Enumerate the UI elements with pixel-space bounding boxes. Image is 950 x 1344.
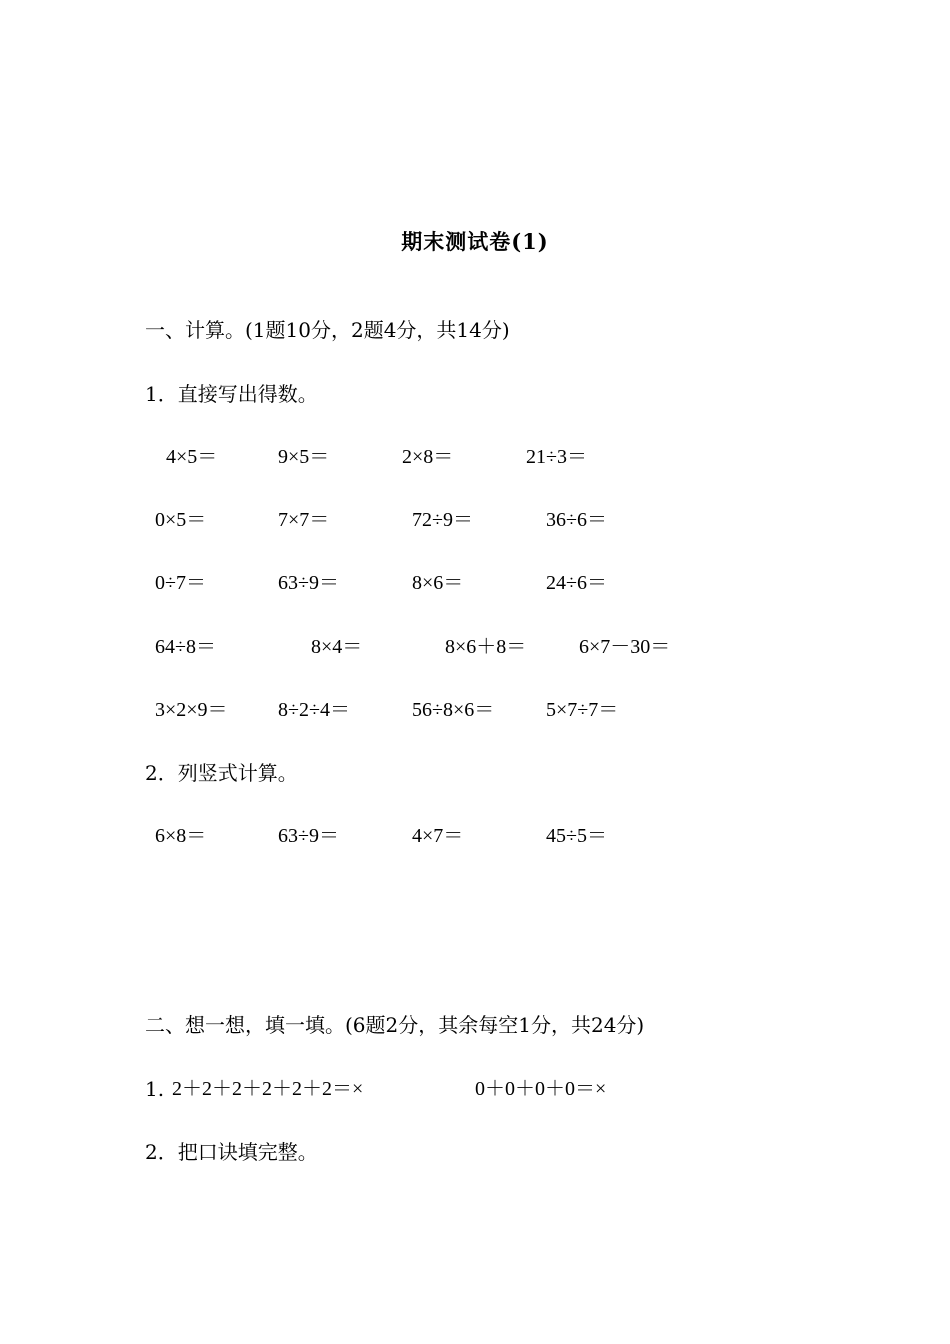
problem: 45÷5＝ [546,825,607,847]
page-title: 期末测试卷(1) [401,229,549,254]
section2-heading: 二、想一想，填一填。(6题2分，其余每空1分，共24分) [145,1013,645,1037]
problem: 56÷8×6＝ [412,699,495,721]
problem: 4×5＝ [166,446,218,468]
problem: 8×6＋8＝ [445,636,527,658]
problem: 0×5＝ [155,509,207,531]
problem: 63÷9＝ [278,572,339,594]
problem: 5×7÷7＝ [546,699,619,721]
problem: 21÷3＝ [526,446,587,468]
section2-q1-label: 1. [145,1077,165,1101]
section1-q1-label: 1．直接写出得数。 [145,382,318,406]
problem: 9×5＝ [278,446,330,468]
section1-heading: 一、计算。(1题10分，2题4分，共14分) [145,318,510,342]
fill-in-expression: 2＋2＋2＋2＋2＋2＝× [172,1078,364,1100]
fill-in-expression: 0＋0＋0＋0＝× [475,1078,607,1100]
problem: 3×2×9＝ [155,699,228,721]
section1-q2-label: 2．列竖式计算。 [145,761,298,785]
problem: 64÷8＝ [155,636,216,658]
problem: 6×7－30＝ [579,636,671,658]
problem: 8×4＝ [311,636,363,658]
problem: 7×7＝ [278,509,330,531]
problem: 6×8＝ [155,825,207,847]
problem: 0÷7＝ [155,572,206,594]
problem: 36÷6＝ [546,509,607,531]
problem: 72÷9＝ [412,509,473,531]
section2-q2-label: 2．把口诀填完整。 [145,1140,318,1164]
problem: 2×8＝ [402,446,454,468]
problem: 8÷2÷4＝ [278,699,350,721]
problem: 8×6＝ [412,572,464,594]
problem: 24÷6＝ [546,572,607,594]
problem: 4×7＝ [412,825,464,847]
problem: 63÷9＝ [278,825,339,847]
